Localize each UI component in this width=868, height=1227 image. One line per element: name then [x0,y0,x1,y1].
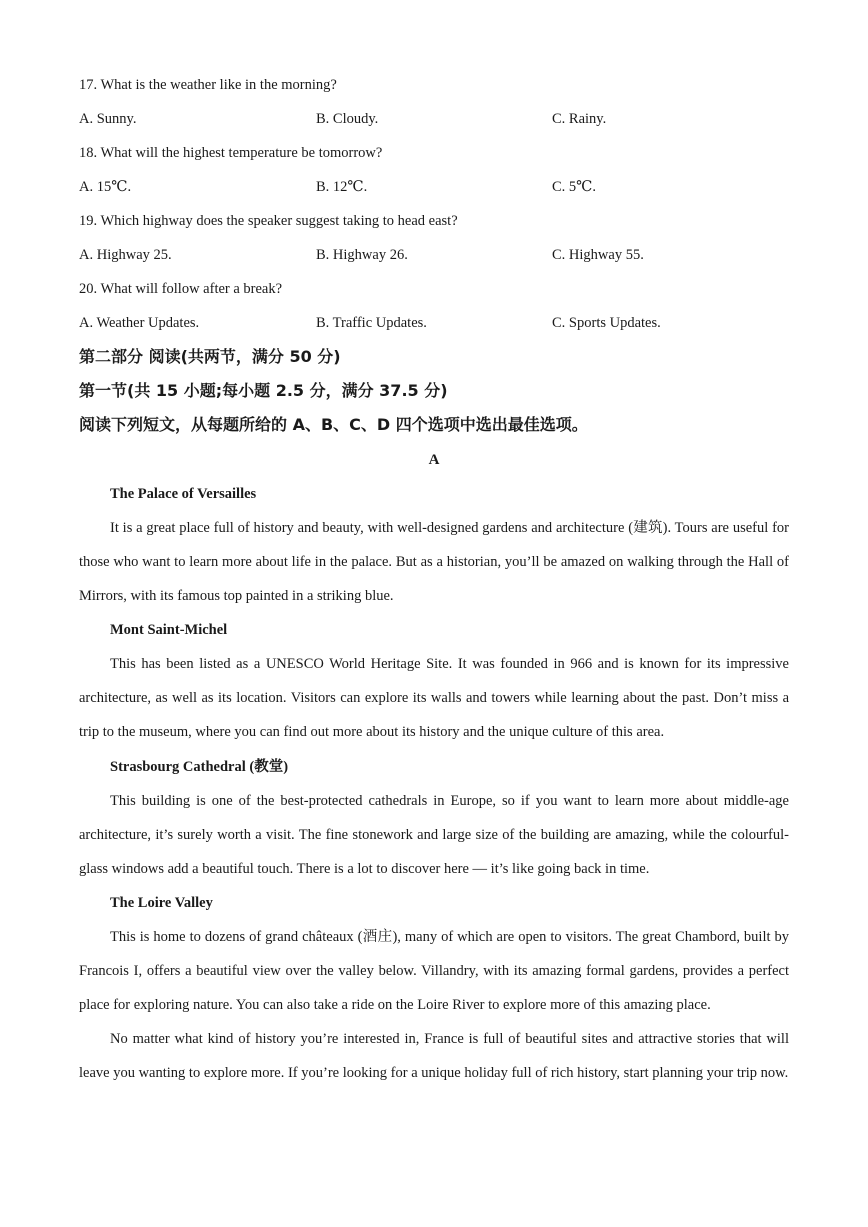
question-17-option-a: A. Sunny. [79,111,137,127]
question-19-option-b: B. Highway 26. [316,247,408,263]
question-20-option-c: C. Sports Updates. [552,315,661,331]
question-18-option-c: C. 5℃. [552,179,597,195]
heading-strasbourg: Strasbourg Cathedral (教堂) [110,759,289,775]
part-title: 第二部分 阅读(共两节，满分 50 分) [79,347,341,366]
question-18: 18. What will the highest temperature be tomorrow? [79,145,383,161]
question-19-option-a: A. Highway 25. [79,247,172,263]
paragraph-mont-saint-michel: This has been listed as a UNESCO World Heritage Site. It was founded in 966 and is known for its impressive architecture, as well as its location. Visitors can explore its walls and towers while learning about the past. Don’t miss a trip to the museum, where you can find out more about its history and the unique culture of this area. [79,656,789,740]
question-17-option-b: B. Cloudy. [316,111,379,127]
question-18-option-b: B. 12℃. [316,179,368,195]
paragraph-versailles: It is a great place full of history and beauty, with well-designed gardens and architecture (建筑). Tours are useful for those who want to learn more about life in the palace. But as a historian, you’ll be amazed on walking through the Hall of Mirrors, with its famous top painted in a striking blue. [79,520,789,604]
question-19-option-c: C. Highway 55. [552,247,644,263]
question-18-option-a: A. 15℃. [79,179,132,195]
heading-loire-valley: The Loire Valley [110,895,213,911]
question-20-option-a: A. Weather Updates. [79,315,200,331]
heading-mont-saint-michel: Mont Saint-Michel [110,622,228,638]
paragraph-conclusion: No matter what kind of history you’re interested in, France is full of beautiful sites and attractive stories that will leave you wanting to explore more. If you’re looking for a unique holiday full of rich history, start planning your trip now. [79,1031,789,1081]
question-20-option-b: B. Traffic Updates. [316,315,427,331]
question-17: 17. What is the weather like in the morning? [79,77,337,93]
question-20: 20. What will follow after a break? [79,281,283,297]
paragraph-loire-valley: This is home to dozens of grand châteaux (酒庄), many of which are open to visitors. The great Chambord, built by Francois I, offers a beautiful view over the valley below. Villandry, with its amazing formal gardens, provides a perfect place for exploring nature. You can also take a ride on the Loire River to explore more of this amazing place. [79,929,789,1013]
passage-label: A [428,452,440,468]
question-19: 19. Which highway does the speaker suggest taking to head east? [79,213,458,229]
heading-versailles: The Palace of Versailles [110,486,257,502]
paragraph-strasbourg: This building is one of the best-protected cathedrals in Europe, so if you want to learn more about middle-age architecture, it’s surely worth a visit. The fine stonework and large size of the building are amazing, while the colourful-glass windows add a beautiful touch. There is a lot to discover here — it’s like going back in time. [79,793,789,877]
section-subtitle: 第一节(共 15 小题;每小题 2.5 分，满分 37.5 分) [79,381,448,400]
instruction: 阅读下列短文，从每题所给的 A、B、C、D 四个选项中选出最佳选项。 [79,415,588,434]
question-17-option-c: C. Rainy. [552,111,607,127]
